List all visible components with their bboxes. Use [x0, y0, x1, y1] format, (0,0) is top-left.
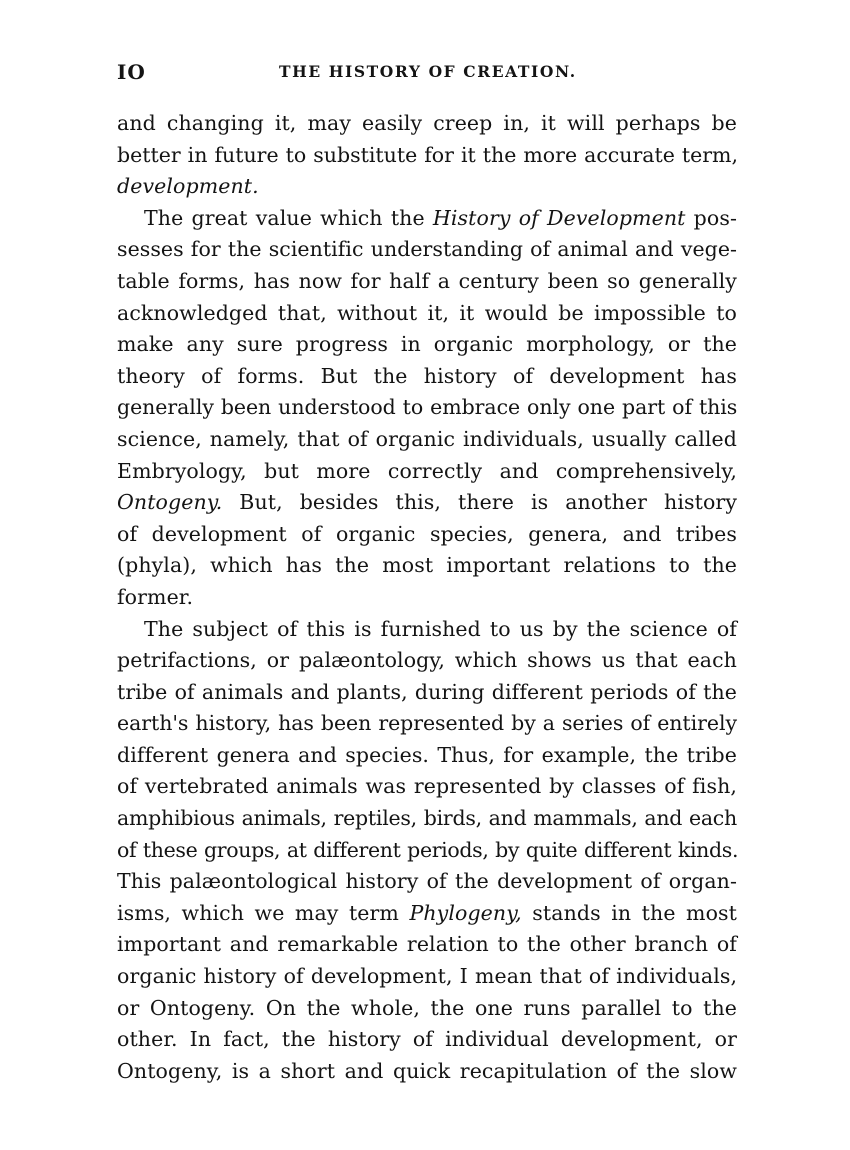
text-run: better in future to substitute for it the more accurate term, — [117, 142, 739, 167]
text-line — [117, 677, 737, 709]
text-line — [117, 582, 737, 614]
text-run: This palæontological history of the development of organ- — [117, 869, 737, 894]
text-run: petrifactions, or palæontology, which shows us that each — [117, 648, 737, 673]
text-line — [117, 487, 737, 519]
text-line — [117, 140, 737, 172]
text-line — [117, 898, 737, 930]
text-run: organic history of development, I mean that of individuals, — [117, 964, 738, 989]
text-run: of these groups, at different periods, by quite different kinds. — [117, 837, 739, 862]
text-run: stands in the most — [521, 900, 737, 925]
paragraph — [117, 108, 737, 203]
text-run: important and remarkable relation to the other branch of — [117, 932, 737, 957]
paragraph — [117, 614, 737, 1088]
text-run: different genera and species. Thus, for example, the tribe — [117, 742, 737, 767]
text-run: generally been understood to embrace only one part of this — [117, 395, 738, 420]
text-line — [117, 108, 737, 140]
text-run: table forms, has now for half a century been so generally — [117, 268, 737, 293]
text-line — [117, 803, 737, 835]
text-line — [117, 329, 737, 361]
text-line — [117, 234, 737, 266]
paragraph — [117, 203, 737, 614]
text-run: pos- — [685, 205, 737, 230]
text-run: tribe of animals and plants, during different periods of the — [117, 679, 737, 704]
text-line — [117, 171, 737, 203]
text-line — [117, 740, 737, 772]
text-run: other. In fact, the history of individual development, or — [117, 1027, 737, 1052]
text-run: The great value which the — [144, 205, 433, 230]
text-run: acknowledged that, without it, it would be impossible to — [117, 300, 737, 325]
text-run: But, besides this, there is another history — [222, 490, 737, 515]
text-run: Embryology, but more correctly and comprehensively, — [117, 458, 737, 483]
text-run: of vertebrated animals was represented by classes of fish, — [117, 774, 737, 799]
running-title: THE HISTORY OF CREATION. — [279, 62, 577, 81]
text-run: amphibious animals, reptiles, birds, and mammals, and each — [117, 806, 737, 831]
text-line — [117, 424, 737, 456]
text-run: theory of forms. But the history of development has — [117, 363, 737, 388]
text-line — [117, 266, 737, 298]
text-run: isms, which we may term — [117, 900, 410, 925]
text-run: earth's history, has been represented by a series of entirely — [117, 711, 737, 736]
text-line — [117, 392, 737, 424]
italic-term: development. — [117, 174, 259, 199]
text-line — [117, 298, 737, 330]
text-line — [117, 550, 737, 582]
italic-term: History of Development — [432, 205, 686, 230]
text-line — [117, 1024, 737, 1056]
text-line — [117, 614, 737, 646]
text-run: former. — [117, 584, 194, 609]
body-text — [117, 108, 737, 1087]
page-number: IO — [117, 60, 146, 84]
text-line — [117, 835, 737, 867]
text-line — [117, 993, 737, 1025]
text-run: sesses for the scientific understanding of animal and vege- — [117, 237, 737, 262]
text-line — [117, 708, 737, 740]
running-head — [117, 60, 737, 90]
text-line — [117, 203, 737, 235]
text-run: of development of organic species, genera, and tribes — [117, 521, 737, 546]
text-line — [117, 519, 737, 551]
text-line — [117, 929, 737, 961]
text-line — [117, 361, 737, 393]
text-line — [117, 771, 737, 803]
text-run: The subject of this is furnished to us by the science of — [144, 616, 737, 641]
italic-term: Phylogeny, — [409, 900, 522, 925]
text-line — [117, 456, 737, 488]
italic-term: Ontogeny. — [117, 490, 223, 515]
text-line — [117, 645, 737, 677]
text-line — [117, 961, 737, 993]
text-run: make any sure progress in organic morphology, or the — [117, 332, 737, 357]
text-run: and changing it, may easily creep in, it will perhaps be — [117, 111, 737, 135]
text-line — [117, 1056, 737, 1088]
text-run: science, namely, that of organic individuals, usually called — [117, 426, 737, 451]
text-run: Ontogeny, is a short and quick recapitulation of the slow — [117, 1058, 737, 1083]
text-run: (phyla), which has the most important relations to the — [117, 553, 737, 578]
text-run: or Ontogeny. On the whole, the one runs parallel to the — [117, 995, 737, 1020]
text-line — [117, 866, 737, 898]
